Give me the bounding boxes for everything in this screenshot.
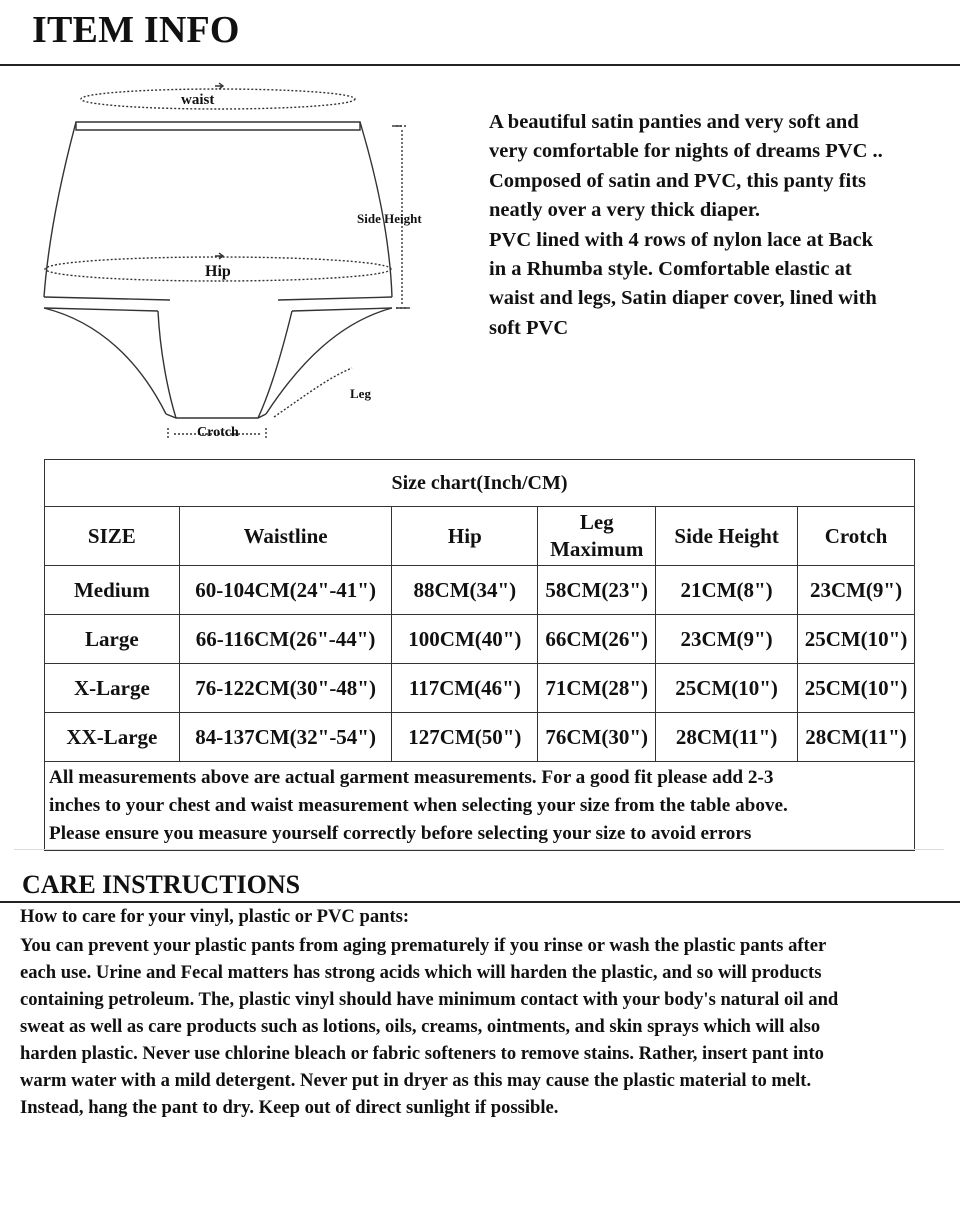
header-size: SIZE [45,507,180,566]
crotch-label: Crotch [197,425,239,440]
cell-crotch: 28CM(11") [798,713,915,762]
description-line: very comfortable for nights of dreams PVC .. [489,140,883,163]
header-side-height: Side Height [656,507,798,566]
cell-crotch: 23CM(9") [798,566,915,615]
care-line: sweat as well as care products such as lotions, oils, creams, ointments, and skin sprays which will also [20,1016,821,1037]
header-waistline: Waistline [179,507,392,566]
note-line: inches to your chest and waist measurement when selecting your size from the table above. [49,795,788,816]
cell-side-height: 21CM(8") [656,566,798,615]
leg-label: Leg [350,386,371,401]
table-row [45,713,915,762]
hip-label: Hip [205,263,231,280]
cell-side-height: 28CM(11") [656,713,798,762]
cell-crotch: 25CM(10") [798,664,915,713]
side-height-label: Side Height [357,211,422,226]
cell-waistline: 76-122CM(30"-48") [179,664,392,713]
table-row [45,664,915,713]
description-line: soft PVC [489,316,569,339]
care-body [20,932,950,1121]
panty-measurement-diagram [30,72,460,452]
cell-side-height: 23CM(9") [656,615,798,664]
cell-hip: 117CM(46") [392,664,538,713]
waist-label: waist [181,92,215,108]
note-line: All measurements above are actual garment measurements. For a good fit please add 2-3 [49,767,774,788]
care-line: containing petroleum. The, plastic vinyl should have minimum contact with your body's natural oil and [20,989,839,1010]
measurement-note [45,762,915,851]
cell-leg: 66CM(26") [538,615,656,664]
cell-hip: 100CM(40") [392,615,538,664]
cell-waistline: 66-116CM(26"-44") [179,615,392,664]
cell-size: Large [45,615,180,664]
description-line: neatly over a very thick diaper. [489,199,761,222]
cell-size: X-Large [45,664,180,713]
heading-divider [0,64,960,66]
description-line: Composed of satin and PVC, this panty fits [489,169,867,192]
cell-size: XX-Large [45,713,180,762]
care-heading-divider [0,901,960,903]
cell-leg: 71CM(28") [538,664,656,713]
note-line: Please ensure you measure yourself correctly before selecting your size to avoid errors [49,823,752,844]
table-row [45,566,915,615]
cell-hip: 127CM(50") [392,713,538,762]
care-line: Instead, hang the pant to dry. Keep out of direct sunlight if possible. [20,1097,559,1118]
item-info-heading: ITEM INFO [32,9,240,51]
product-description [489,108,939,343]
cell-waistline: 84-137CM(32"-54") [179,713,392,762]
care-line: harden plastic. Never use chlorine bleach or fabric softeners to remove stains. Rather, insert pant into [20,1043,824,1064]
header-leg-maximum [538,507,656,566]
care-line: You can prevent your plastic pants from aging prematurely if you rinse or wash the plastic pants after [20,935,827,956]
cell-crotch: 25CM(10") [798,615,915,664]
care-instructions-heading: CARE INSTRUCTIONS [22,870,301,899]
cell-hip: 88CM(34") [392,566,538,615]
cell-side-height: 25CM(10") [656,664,798,713]
description-line: PVC lined with 4 rows of nylon lace at Back [489,228,874,251]
description-line: in a Rhumba style. Comfortable elastic at [489,258,852,281]
cell-size: Medium [45,566,180,615]
description-line: A beautiful satin panties and very soft and [489,111,859,133]
care-intro: How to care for your vinyl, plastic or PVC pants: [20,906,410,927]
table-header-row [45,507,915,566]
header-leg-line1: Leg [579,510,614,534]
description-line: waist and legs, Satin diaper cover, lined with [489,287,877,310]
cell-leg: 76CM(30") [538,713,656,762]
header-leg-line2: Maximum [550,537,644,561]
table-row [45,615,915,664]
cell-leg: 58CM(23") [538,566,656,615]
size-chart-table [44,459,915,851]
section-divider [14,849,944,850]
care-line: each use. Urine and Fecal matters has strong acids which will harden the plastic, and so will products [20,962,822,983]
size-chart-caption: Size chart(Inch/CM) [45,460,915,507]
header-hip: Hip [392,507,538,566]
care-line: warm water with a mild detergent. Never put in dryer as this may cause the plastic material to melt. [20,1070,812,1091]
header-crotch: Crotch [798,507,915,566]
cell-waistline: 60-104CM(24"-41") [179,566,392,615]
